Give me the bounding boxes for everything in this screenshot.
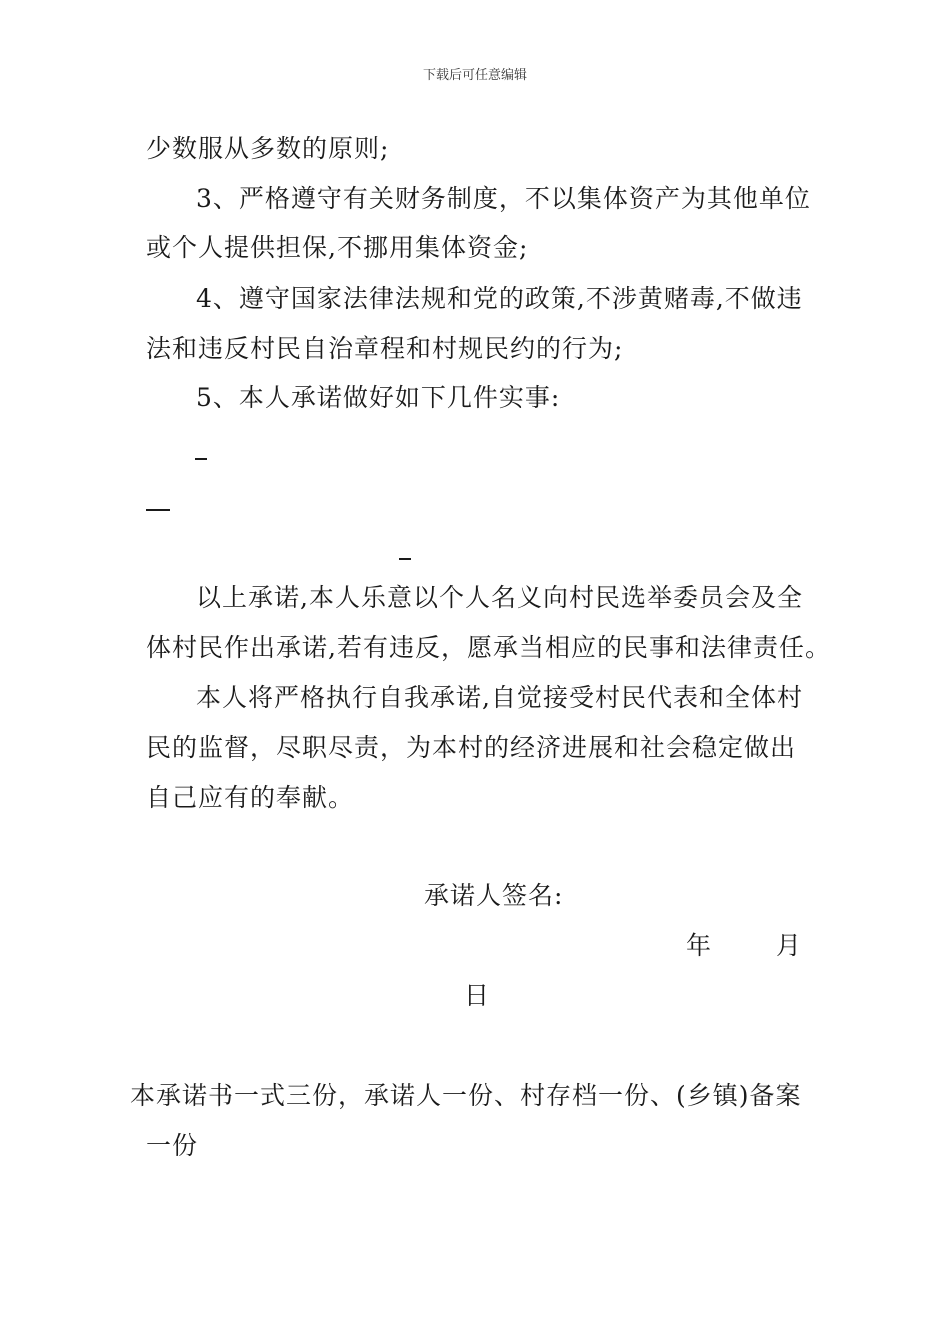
blank-line-2 [146, 509, 170, 511]
date-year-label: 年 [686, 931, 713, 960]
footer-note-line-2: 一份 [146, 1131, 199, 1160]
paragraph-line-4: 4、遵守国家法律法规和党的政策,不涉黄赌毒,不做违 [196, 284, 803, 313]
paragraph-line-10: 民的监督，尽职尽责，为本村的经济进展和社会稳定做出 [146, 733, 797, 762]
signature-label: 承诺人签名: [424, 881, 564, 910]
footer-note-line-1: 本承诺书一式三份，承诺人一份、村存档一份、(乡镇)备案 [130, 1081, 802, 1110]
paragraph-line-6: 5、本人承诺做好如下几件实事: [196, 383, 561, 412]
paragraph-line-3: 或个人提供担保,不挪用集体资金; [146, 233, 529, 262]
paragraph-line-2: 3、严格遵守有关财务制度，不以集体资产为其他单位 [196, 184, 811, 213]
paragraph-line-8: 体村民作出承诺,若有违反，愿承当相应的民事和法律责任。 [146, 633, 831, 662]
date-day-label: 日 [464, 981, 491, 1010]
paragraph-line-9: 本人将严格执行自我承诺,自觉接受村民代表和全体村 [196, 683, 803, 712]
date-month-label: 月 [776, 931, 803, 960]
paragraph-line-11: 自己应有的奉献。 [146, 783, 355, 812]
paragraph-line-1: 少数服从多数的原则; [146, 134, 390, 163]
blank-line-1 [195, 458, 207, 460]
page-header: 下载后可任意编辑 [422, 68, 527, 83]
paragraph-line-7: 以上承诺,本人乐意以个人名义向村民选举委员会及全 [196, 583, 803, 612]
paragraph-line-5: 法和违反村民自治章程和村规民约的行为; [146, 334, 624, 363]
blank-line-3 [399, 558, 411, 560]
